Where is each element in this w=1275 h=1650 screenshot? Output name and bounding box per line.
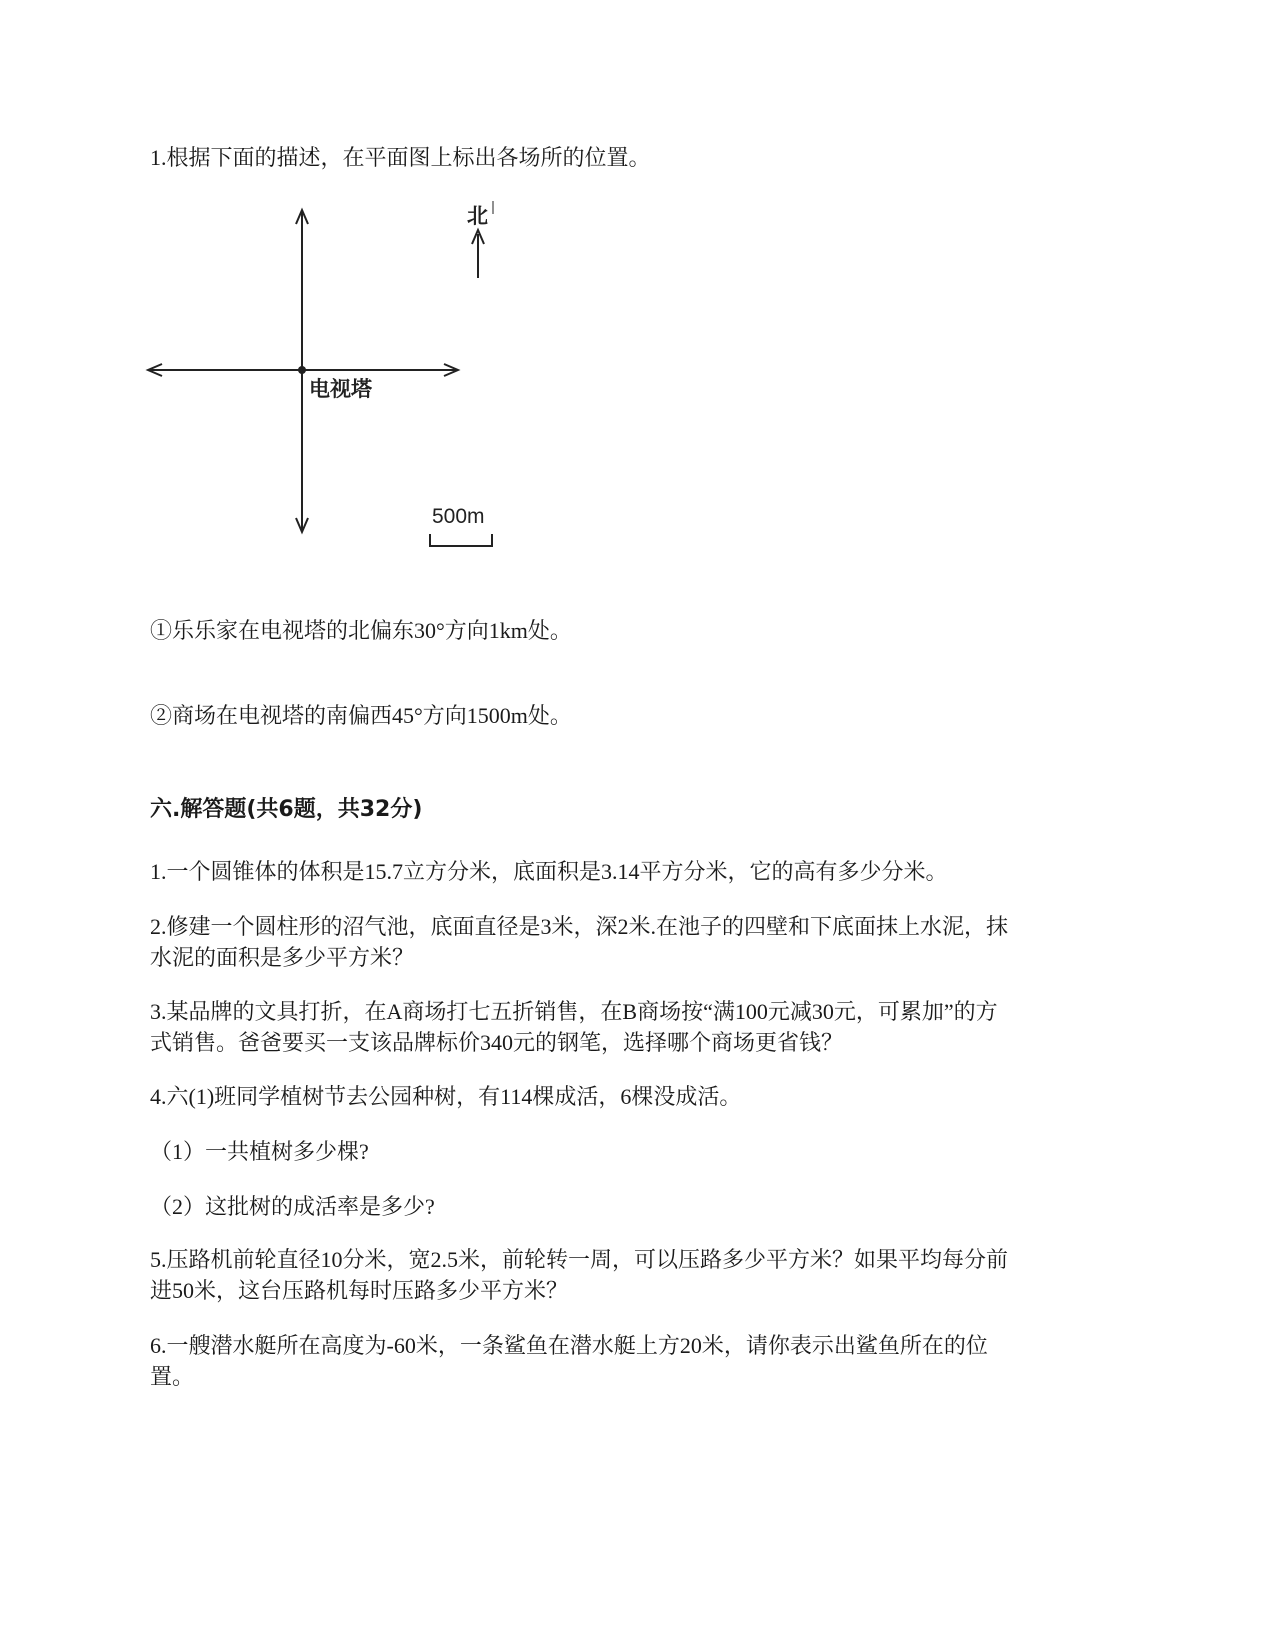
scale-label: 500m [432, 505, 485, 528]
q6-3-line-2: 式销售。爸爸要买一支该品牌标价340元的钢笔，选择哪个商场更省钱？ [150, 1030, 844, 1055]
tv-tower-label: 电视塔 [309, 377, 372, 401]
q6-6-line-2: 置。 [150, 1364, 195, 1389]
section-6-heading: 六.解答题(共6题，共32分) [150, 797, 423, 822]
question-1-item-2: ②商场在电视塔的南偏西45°方向1500m处。 [150, 703, 572, 728]
question-1-item-1: ①乐乐家在电视塔的北偏东30°方向1km处。 [150, 618, 572, 643]
q6-4-sub-2: （2）这批树的成活率是多少? [150, 1194, 435, 1219]
direction-map [140, 200, 520, 560]
q6-4-line-1: 4.六(1)班同学植树节去公园种树，有114棵成活，6棵没成活。 [150, 1084, 742, 1109]
q6-5-line-1: 5.压路机前轮直径10分米，宽2.5米，前轮转一周，可以压路多少平方米？如果平均每分前 [150, 1247, 1009, 1272]
q6-2-line-1: 2.修建一个圆柱形的沼气池，底面直径是3米，深2米.在池子的四壁和下底面抹上水泥，抹 [150, 914, 1009, 939]
q6-1-line-1: 1.一个圆锥体的体积是15.7立方分米，底面积是3.14平方分米，它的高有多少分米。 [150, 859, 948, 884]
q6-4-sub-1: （1）一共植树多少棵? [150, 1139, 369, 1164]
q6-5-line-2: 进50米，这台压路机每时压路多少平方米？ [150, 1278, 569, 1303]
question-1-title: 1.根据下面的描述，在平面图上标出各场所的位置。 [150, 145, 651, 170]
q6-3-line-1: 3.某品牌的文具打折，在A商场打七五折销售，在B商场按“满100元减30元，可累加”的方 [150, 999, 998, 1024]
q6-6-line-1: 6.一艘潜水艇所在高度为-60米，一条鲨鱼在潜水艇上方20米，请你表示出鲨鱼所在的位 [150, 1333, 988, 1358]
scale-bar [430, 534, 492, 546]
tv-tower-point [298, 366, 306, 374]
q6-2-line-2: 水泥的面积是多少平方米？ [150, 945, 415, 970]
north-label: 北 [467, 204, 488, 228]
